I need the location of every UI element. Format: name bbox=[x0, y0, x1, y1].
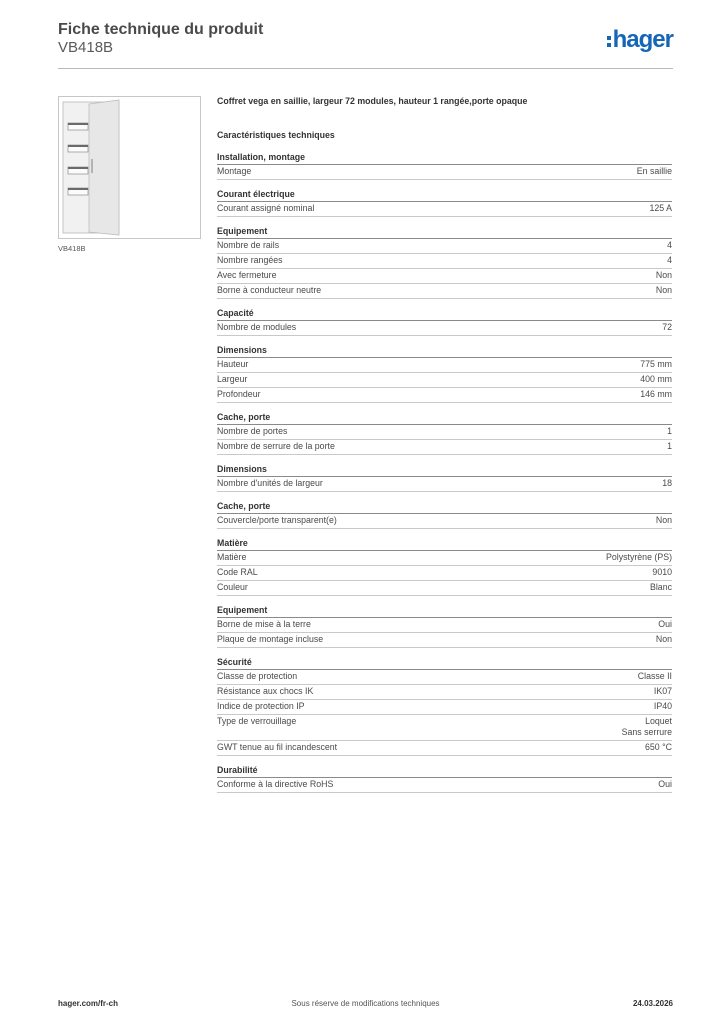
spec-label: Nombre d'unités de largeur bbox=[217, 478, 323, 488]
spec-value: 146 mm bbox=[640, 389, 672, 399]
spec-value: Blanc bbox=[649, 582, 672, 592]
section-title: Sécurité bbox=[217, 656, 672, 670]
spec-label: Indice de protection IP bbox=[217, 701, 305, 711]
spec-section bbox=[217, 500, 672, 529]
spec-value: 4 bbox=[667, 240, 672, 250]
spec-label: Nombre rangées bbox=[217, 255, 283, 265]
spec-section bbox=[217, 188, 672, 217]
spec-row bbox=[217, 284, 672, 299]
spec-label: Nombre de rails bbox=[217, 240, 280, 250]
spec-section bbox=[217, 764, 672, 793]
spec-label: Borne à conducteur neutre bbox=[217, 285, 322, 295]
enclosure-illustration bbox=[59, 97, 200, 238]
spec-value: 125 A bbox=[649, 203, 672, 213]
spec-row bbox=[217, 477, 672, 492]
spec-section bbox=[217, 307, 672, 336]
spec-row bbox=[217, 269, 672, 284]
spec-content bbox=[217, 95, 672, 793]
spec-value: 72 bbox=[662, 322, 672, 332]
section-title: Capacité bbox=[217, 307, 672, 321]
spec-value: 1 bbox=[667, 441, 672, 451]
footer-website[interactable]: hager.com/fr-ch bbox=[58, 999, 119, 1008]
spec-value: Oui bbox=[658, 779, 672, 789]
spec-row bbox=[217, 239, 672, 254]
spec-value: Non bbox=[655, 634, 672, 644]
product-reference: VB418B bbox=[58, 39, 114, 56]
spec-section bbox=[217, 344, 672, 403]
spec-value: En saillie bbox=[636, 166, 672, 176]
spec-section bbox=[217, 411, 672, 455]
spec-label: Type de verrouillage bbox=[217, 716, 297, 726]
product-image bbox=[58, 96, 201, 239]
spec-row bbox=[217, 358, 672, 373]
spec-label: Conforme à la directive RoHS bbox=[217, 779, 334, 789]
spec-value: 9010 bbox=[652, 567, 672, 577]
section-title: Matière bbox=[217, 537, 672, 551]
spec-section bbox=[217, 604, 672, 648]
spec-value: Non bbox=[655, 270, 672, 280]
spec-label: GWT tenue au fil incandescent bbox=[217, 742, 338, 752]
spec-row bbox=[217, 254, 672, 269]
section-title: Durabilité bbox=[217, 764, 672, 778]
spec-row bbox=[217, 778, 672, 793]
spec-label: Couvercle/porte transparent(e) bbox=[217, 515, 337, 525]
spec-label: Courant assigné nominal bbox=[217, 203, 315, 213]
spec-row bbox=[217, 633, 672, 648]
spec-sections bbox=[217, 151, 672, 793]
spec-value: IP40 bbox=[653, 701, 672, 711]
footer-date: 24.03.2026 bbox=[632, 999, 673, 1008]
hager-logo bbox=[607, 27, 673, 55]
spec-row bbox=[217, 551, 672, 566]
spec-value: 18 bbox=[662, 478, 672, 488]
document-title: Fiche technique du produit bbox=[58, 21, 264, 38]
section-title: Equipement bbox=[217, 225, 672, 239]
spec-row bbox=[217, 670, 672, 685]
spec-row bbox=[217, 440, 672, 455]
spec-label: Couleur bbox=[217, 582, 248, 592]
spec-value: Loquet Sans serrure bbox=[621, 716, 672, 737]
spec-row bbox=[217, 685, 672, 700]
spec-section bbox=[217, 656, 672, 756]
spec-value: Non bbox=[655, 515, 672, 525]
spec-row bbox=[217, 741, 672, 756]
section-title: Courant électrique bbox=[217, 188, 672, 202]
spec-row bbox=[217, 373, 672, 388]
specs-heading: Caractéristiques techniques bbox=[217, 130, 335, 140]
spec-section bbox=[217, 537, 672, 596]
spec-label: Plaque de montage incluse bbox=[217, 634, 324, 644]
spec-value: Non bbox=[655, 285, 672, 295]
spec-row bbox=[217, 566, 672, 581]
spec-row bbox=[217, 321, 672, 336]
section-title: Installation, montage bbox=[217, 151, 672, 165]
spec-row bbox=[217, 514, 672, 529]
section-title: Dimensions bbox=[217, 463, 672, 477]
spec-label: Matière bbox=[217, 552, 247, 562]
spec-row bbox=[217, 618, 672, 633]
spec-label: Borne de mise à la terre bbox=[217, 619, 311, 629]
spec-value: Oui bbox=[658, 619, 672, 629]
spec-value: IK07 bbox=[653, 686, 672, 696]
spec-row bbox=[217, 581, 672, 596]
spec-value: 650 °C bbox=[645, 742, 672, 752]
spec-label: Nombre de portes bbox=[217, 426, 288, 436]
spec-label: Classe de protection bbox=[217, 671, 298, 681]
spec-value: 400 mm bbox=[640, 374, 672, 384]
spec-label: Largeur bbox=[217, 374, 248, 384]
spec-label: Profondeur bbox=[217, 389, 261, 399]
spec-label: Nombre de serrure de la porte bbox=[217, 441, 335, 451]
product-description: Coffret vega en saillie, largeur 72 modules, hauteur 1 rangée,porte opaque bbox=[217, 96, 528, 106]
logo-text: hager bbox=[612, 26, 673, 53]
spec-section bbox=[217, 225, 672, 299]
spec-value: 4 bbox=[667, 255, 672, 265]
spec-value: Classe II bbox=[637, 671, 672, 681]
section-title: Cache, porte bbox=[217, 411, 672, 425]
spec-row bbox=[217, 425, 672, 440]
spec-label: Résistance aux chocs IK bbox=[217, 686, 314, 696]
spec-row bbox=[217, 715, 672, 741]
section-title: Dimensions bbox=[217, 344, 672, 358]
section-title: Equipement bbox=[217, 604, 672, 618]
spec-row bbox=[217, 388, 672, 403]
spec-label: Code RAL bbox=[217, 567, 258, 577]
section-title: Cache, porte bbox=[217, 500, 672, 514]
image-caption: VB418B bbox=[58, 244, 86, 253]
spec-value: 775 mm bbox=[640, 359, 672, 369]
spec-section bbox=[217, 151, 672, 180]
spec-value: 1 bbox=[667, 426, 672, 436]
footer-disclaimer: Sous réserve de modifications techniques bbox=[291, 999, 440, 1008]
spec-label: Nombre de modules bbox=[217, 322, 297, 332]
spec-value: Polystyrène (PS) bbox=[606, 552, 672, 562]
logo-mark-icon bbox=[607, 36, 611, 47]
spec-row bbox=[217, 165, 672, 180]
spec-row bbox=[217, 700, 672, 715]
header-divider bbox=[58, 68, 673, 69]
spec-label: Avec fermeture bbox=[217, 270, 277, 280]
spec-label: Hauteur bbox=[217, 359, 249, 369]
spec-row bbox=[217, 202, 672, 217]
spec-section bbox=[217, 463, 672, 492]
spec-label: Montage bbox=[217, 166, 252, 176]
